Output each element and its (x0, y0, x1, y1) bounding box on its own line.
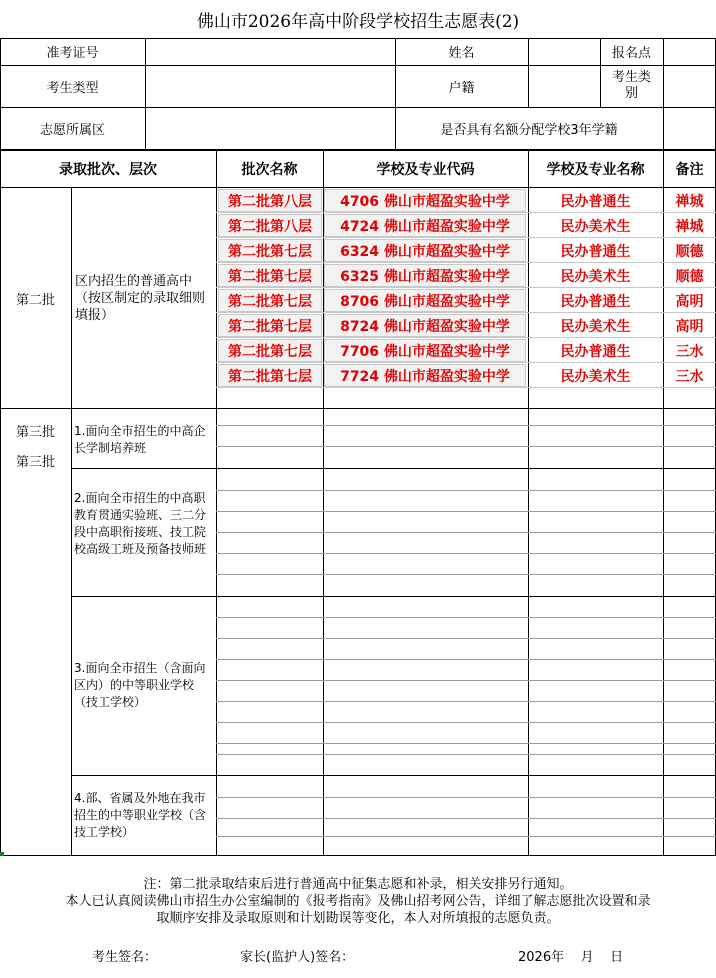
entry-batch[interactable]: 第二批第七层 (218, 339, 322, 362)
household-label: 户籍 (448, 80, 475, 96)
entry-name[interactable]: 民办美术生 (529, 364, 662, 387)
entry-code[interactable]: 6325 佛山市超盈实验中学 (324, 264, 526, 287)
grid-line (528, 38, 529, 107)
entry-batch[interactable]: 第二批第七层 (218, 314, 322, 337)
entry-code[interactable]: 6324 佛山市超盈实验中学 (324, 239, 526, 262)
grid-line (216, 553, 716, 554)
col-school-name: 学校及专业名称 (546, 162, 645, 178)
grid-line (0, 150, 716, 151)
entry-remark[interactable]: 顺德 (675, 243, 704, 260)
entry-remark[interactable]: 禅城 (675, 193, 704, 210)
entry-remark[interactable]: 三水 (675, 343, 704, 360)
entry-name[interactable]: 民办美术生 (529, 214, 662, 237)
batch3-sub-4: 4.部、省属及外地在我市招生的中等职业学校（含技工学校） (74, 791, 207, 839)
district-label: 志愿所属区 (39, 122, 105, 138)
candidate-type-label: 考生类型 (46, 80, 99, 96)
grid-line (216, 425, 716, 426)
quota-question: 是否具有名额分配学校3年学籍 (440, 122, 618, 138)
entry-code[interactable]: 4706 佛山市超盈实验中学 (324, 189, 526, 212)
grid-line (216, 337, 716, 338)
entry-name[interactable]: 民办普通生 (529, 239, 662, 262)
entry-remark[interactable]: 顺德 (675, 268, 704, 285)
grid-line (216, 362, 716, 363)
entry-name[interactable]: 民办普通生 (529, 289, 662, 312)
grid-line (216, 659, 716, 660)
footer-declaration-2: 取顺序安排及录取原则和计划勘误等变化，本人对所填报的志愿负责。 (156, 911, 560, 926)
entry-batch[interactable]: 第二批第七层 (218, 264, 322, 287)
grid-line (216, 638, 716, 639)
grid-line (216, 532, 716, 533)
grid-line (216, 680, 716, 681)
batch3-sub-2: 2.面向全市招生的中高职教育贯通实验班、三二分段中高职衔接班、技工院校高级工班及预备技师班 (74, 491, 207, 556)
exam-no-label: 准考证号 (46, 46, 99, 61)
grid-line (0, 38, 1, 856)
batch3-label-a: 第三批 (15, 424, 55, 440)
grid-line (216, 490, 716, 491)
grid-line (216, 446, 716, 447)
entry-code[interactable]: 8724 佛山市超盈实验中学 (324, 314, 526, 337)
grid-line (600, 38, 601, 107)
grid-line (71, 468, 716, 469)
entry-code[interactable]: 7724 佛山市超盈实验中学 (324, 364, 526, 387)
grid-line (71, 775, 716, 776)
grid-line (395, 38, 396, 149)
entry-remark[interactable]: 三水 (675, 368, 704, 385)
entry-name[interactable]: 民办普通生 (529, 339, 662, 362)
reg-point-label: 报名点 (611, 46, 651, 61)
footer-note: 注：第二批录取结束后进行普通高中征集志愿和补录，相关安排另行通知。 (143, 877, 573, 892)
form-title: 佛山市2026年高中阶段学校招生志愿表(2) (196, 11, 520, 32)
grid-line (216, 617, 716, 618)
grid-line (216, 287, 716, 288)
grid-line (528, 150, 529, 856)
cell-marker (0, 852, 4, 856)
grid-line (663, 38, 664, 149)
grid-line (0, 855, 716, 856)
col-remark: 备注 (675, 162, 704, 178)
footer-declaration-1: 本人已认真阅读佛山市招生办公室编制的《报考指南》及佛山招考网公告，详细了解志愿批次设置和录 (65, 894, 651, 909)
grid-line (323, 150, 324, 856)
grid-line (0, 408, 716, 409)
entry-batch[interactable]: 第二批第七层 (218, 364, 322, 387)
reg-point-field[interactable] (663, 38, 716, 65)
batch3-sub-3: 3.面向全市招生（含面向区内）的中等职业学校（技工学校） (74, 661, 206, 709)
entry-batch[interactable]: 第二批第八层 (218, 189, 322, 212)
grid-line (216, 150, 217, 856)
grid-line (71, 187, 72, 856)
quota-field[interactable] (663, 107, 716, 149)
grid-line (216, 262, 716, 263)
exam-no-field[interactable] (145, 38, 395, 65)
district-field[interactable] (145, 107, 395, 149)
grid-line (663, 150, 664, 856)
col-batch-level: 录取批次、层次 (59, 162, 157, 178)
grid-line (216, 836, 716, 837)
name-field[interactable] (528, 38, 600, 65)
name-label: 姓名 (448, 46, 475, 61)
entry-remark[interactable]: 高明 (675, 318, 704, 335)
entry-remark[interactable]: 禅城 (675, 218, 704, 235)
candidate-category-label: 考生类别 (611, 70, 651, 101)
entry-batch[interactable]: 第二批第七层 (218, 289, 322, 312)
entry-name[interactable]: 民办美术生 (529, 314, 662, 337)
grid-line (216, 701, 716, 702)
entry-remark[interactable]: 高明 (675, 293, 704, 310)
grid-line (216, 574, 716, 575)
batch2-desc: 区内招生的普通高中（按区制定的录取细则填报） (75, 273, 206, 323)
col-school-code: 学校及专业代码 (376, 162, 475, 178)
grid-line (216, 312, 716, 313)
grid-line (216, 743, 716, 744)
grid-line (0, 187, 716, 188)
batch3-sub-1: 1.面向全市招生的中高企长学制培养班 (74, 424, 206, 455)
entry-code[interactable]: 4724 佛山市超盈实验中学 (324, 214, 526, 237)
grid-line (71, 596, 716, 597)
grid-line (0, 107, 716, 108)
grid-line (216, 511, 716, 512)
household-field[interactable] (528, 65, 600, 107)
entry-batch[interactable]: 第二批第七层 (218, 239, 322, 262)
batch3-label-b: 第三批 (15, 454, 55, 470)
grid-line (216, 818, 716, 819)
grid-line (216, 212, 716, 213)
grid-line (216, 797, 716, 798)
grid-line (145, 38, 146, 149)
entry-code[interactable]: 8706 佛山市超盈实验中学 (324, 289, 526, 312)
entry-batch[interactable]: 第二批第八层 (218, 214, 322, 237)
col-batch-name: 批次名称 (241, 162, 298, 178)
grid-line (0, 38, 716, 39)
entry-code[interactable]: 7706 佛山市超盈实验中学 (324, 339, 526, 362)
student-signature-label: 考生签名： (92, 950, 158, 965)
entry-name[interactable]: 民办普通生 (529, 189, 662, 212)
grid-line (0, 65, 716, 66)
parent-signature-label: 家长(监护人)签名： (240, 950, 355, 965)
grid-line (216, 722, 716, 723)
candidate-type-field[interactable] (145, 65, 395, 107)
candidate-category-field[interactable] (663, 65, 716, 107)
entry-name[interactable]: 民办美术生 (529, 264, 662, 287)
grid-line (216, 387, 716, 388)
grid-line (216, 237, 716, 238)
batch2-label: 第二批 (15, 292, 55, 308)
date-field: 2026年 月 日 (518, 950, 624, 965)
grid-line (216, 754, 716, 755)
